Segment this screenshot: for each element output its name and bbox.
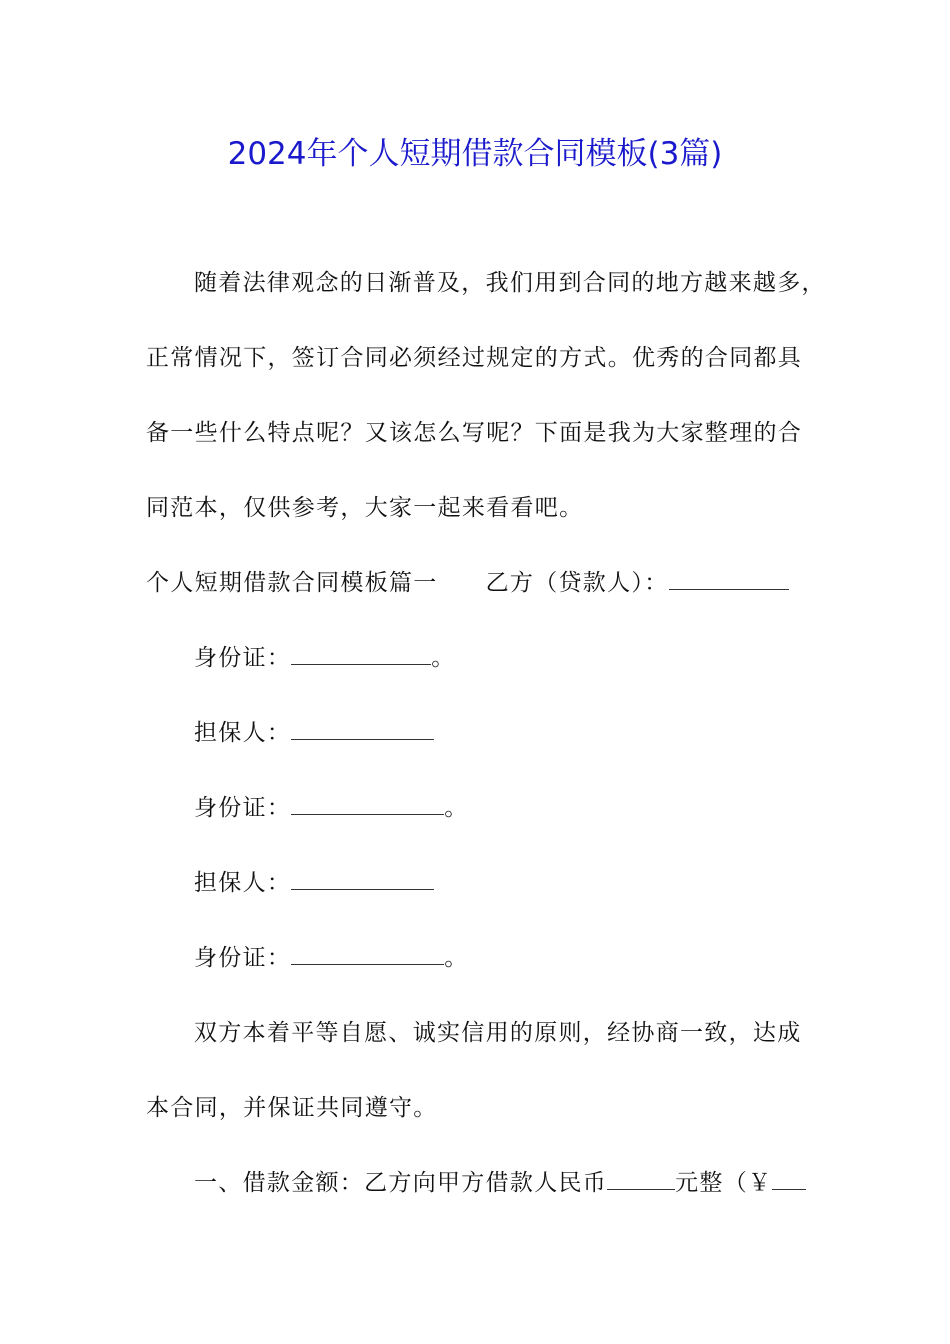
page-title: 2024年个人短期借款合同模板(3篇) xyxy=(227,136,723,172)
party-b-label: 乙方（贷款人）： xyxy=(485,570,669,596)
clause-1 xyxy=(194,1168,806,1198)
id-label: 身份证： xyxy=(194,645,292,671)
intro-line: 备一些什么特点呢？又该怎么写呢？下面是我为大家整理的合 xyxy=(146,420,803,446)
amount-figure-blank[interactable] xyxy=(772,1169,806,1190)
guarantor-field-row xyxy=(194,868,434,898)
period: 。 xyxy=(444,795,469,821)
intro-line: 随着法律观念的日渐普及，我们用到合同的地方越来越多， xyxy=(194,270,826,296)
intro-line: 正常情况下，签订合同必须经过规定的方式。优秀的合同都具 xyxy=(146,345,803,371)
guarantor-label: 担保人： xyxy=(194,720,292,746)
agreement-line: 双方本着平等自愿、诚实信用的原则，经协商一致，达成 xyxy=(194,1020,802,1046)
amount-blank[interactable] xyxy=(607,1169,675,1190)
id-label: 身份证： xyxy=(194,945,292,971)
id-blank[interactable] xyxy=(291,644,431,665)
guarantor-blank[interactable] xyxy=(291,869,434,890)
id-field-row xyxy=(194,943,469,973)
party-b-blank[interactable] xyxy=(669,569,789,590)
id-field-row xyxy=(194,793,469,823)
clause-1-unit: 元整（￥ xyxy=(675,1170,773,1196)
period: 。 xyxy=(431,645,456,671)
guarantor-label: 担保人： xyxy=(194,870,292,896)
agreement-line: 本合同，并保证共同遵守。 xyxy=(146,1095,438,1121)
period: 。 xyxy=(444,945,469,971)
id-field-row xyxy=(194,643,456,673)
id-blank[interactable] xyxy=(291,794,444,815)
guarantor-field-row xyxy=(194,718,434,748)
section-heading: 个人短期借款合同模板篇一 xyxy=(146,570,438,596)
clause-1-text: 一、借款金额：乙方向甲方借款人民币 xyxy=(194,1170,608,1196)
id-blank[interactable] xyxy=(291,944,444,965)
intro-line: 同范本，仅供参考，大家一起来看看吧。 xyxy=(146,495,584,521)
id-label: 身份证： xyxy=(194,795,292,821)
guarantor-blank[interactable] xyxy=(291,719,434,740)
section-heading-line xyxy=(146,568,789,598)
